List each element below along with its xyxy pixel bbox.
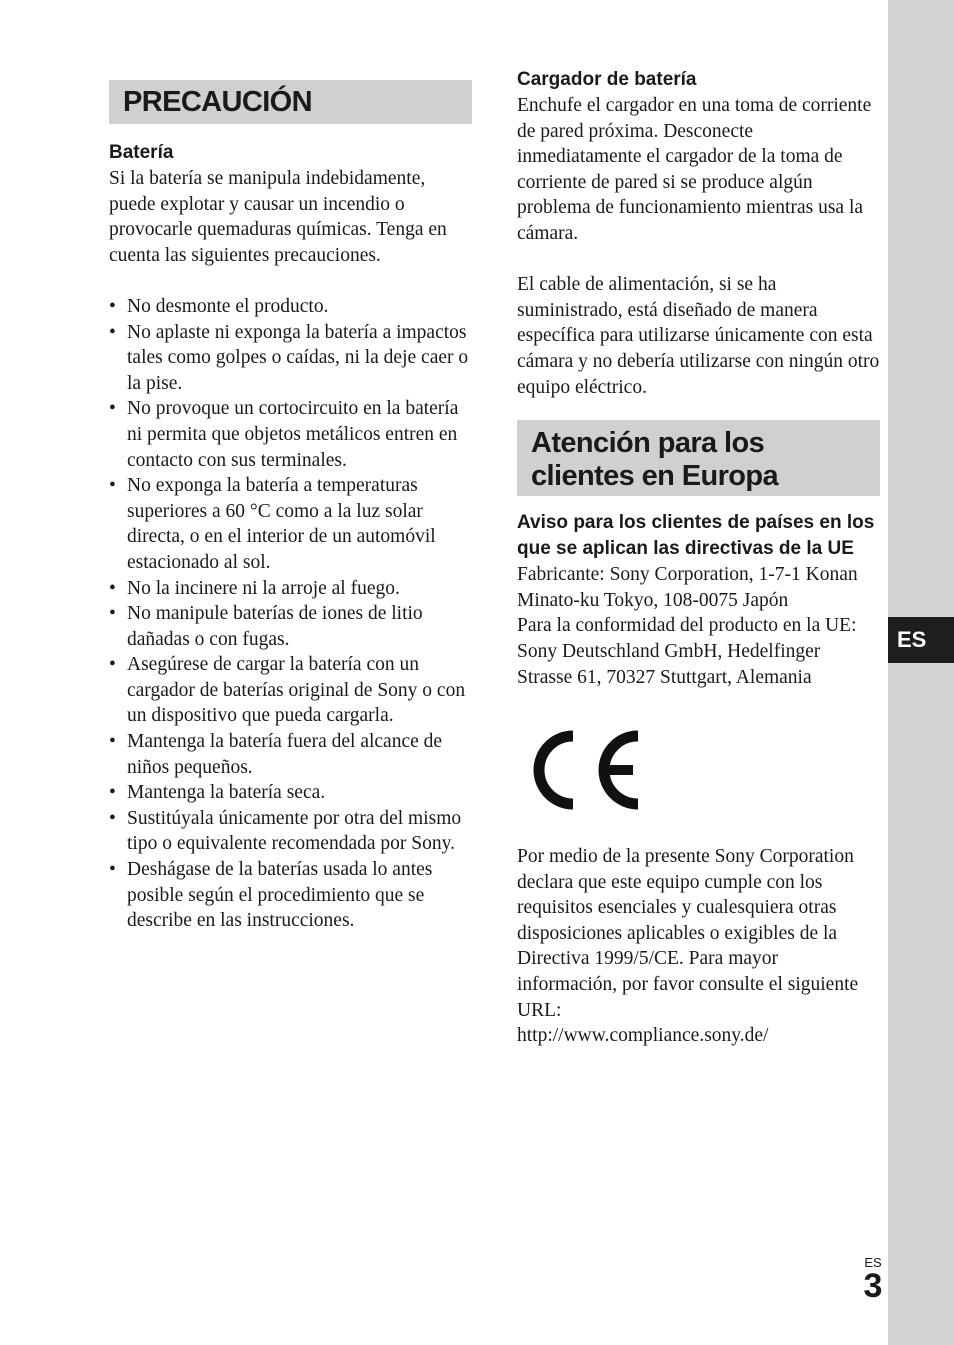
list-item: • No aplaste ni exponga la batería a impactos tales como golpes o caídas, ni la deje caer o la pise. (109, 320, 472, 397)
conformity-line-3: Strasse 61, 70327 Stuttgart, Alemania (517, 666, 812, 688)
right-column (517, 67, 882, 1049)
conformity-line-1: Para la conformidad del producto en la UE: (517, 615, 857, 637)
list-item: • Sustitúyala únicamente por otra del mismo tipo o equivalente recomendada por Sony. (109, 806, 472, 857)
list-item: • No desmonte el producto. (109, 294, 472, 320)
declaration-text: Por medio de la presente Sony Corporation declara que este equipo cumple con los requisitos esenciales y cualesquiera otras disposiciones aplicables o exigibles de la Directiva 1999/5/CE. Para mayor información, por favor consulte el siguiente URL: (517, 846, 859, 1021)
list-item: • No exponga la batería a temperaturas superiores a 60 °C como a la luz solar directa, o en el interior de un automóvil estacionado al sol. (109, 473, 472, 575)
charger-text: Enchufe el cargador en una toma de corriente de pared próxima. Desconecte inmediatamente el cargador de la toma de corriente de pared si se produce algún problema de funcionamiento mientras usa la cámara. (517, 95, 872, 244)
battery-heading: Batería (109, 142, 174, 163)
list-item: • Asegúrese de cargar la batería con un cargador de baterías original de Sony o con un dispositivo que pueda cargarla. (109, 652, 472, 729)
eu-directives-heading: Aviso para los clientes de países en los que se aplican las directivas de la UE (517, 512, 875, 560)
compliance-url: http://www.compliance.sony.de/ (517, 1025, 769, 1047)
page-language-code: ES (864, 1255, 882, 1270)
battery-intro: Si la batería se manipula indebidamente, puede explotar y causar un incendio o provocarle quemaduras químicas. Tenga en cuenta las siguientes precauciones. (109, 168, 447, 266)
ce-mark-icon (527, 726, 643, 814)
europe-heading (517, 420, 880, 496)
manufacturer-line-2: Minato-ku Tokyo, 108-0075 Japón (517, 589, 789, 611)
europe-title: Atención para los clientes en Europa (531, 427, 779, 493)
language-tab: ES (888, 617, 954, 663)
battery-precautions-list (109, 294, 472, 934)
precaution-heading (109, 80, 472, 124)
list-item: • No la incinere ni la arroje al fuego. (109, 576, 472, 602)
manufacturer-line-1: Fabricante: Sony Corporation, 1-7-1 Konan (517, 564, 858, 586)
page-footer (862, 1255, 884, 1305)
cable-text: El cable de alimentación, si se ha suministrado, está diseñado de manera específica para utilizarse únicamente con esta cámara y no debería utilizarse con ningún otro equipo eléctrico. (517, 274, 880, 398)
conformity-line-2: Sony Deutschland GmbH, Hedelfinger (517, 640, 821, 662)
side-strip (888, 0, 954, 1345)
precaution-title: PRECAUCIÓN (123, 86, 312, 118)
list-item: • No manipule baterías de iones de litio dañadas o con fugas. (109, 601, 472, 652)
charger-heading: Cargador de batería (517, 69, 697, 90)
list-item: • Deshágase de la baterías usada lo antes posible según el procedimiento que se describe en las instrucciones. (109, 857, 472, 934)
list-item: • Mantenga la batería seca. (109, 780, 472, 806)
page-number: 3 (863, 1267, 883, 1305)
left-column (109, 80, 472, 934)
list-item: • Mantenga la batería fuera del alcance de niños pequeños. (109, 729, 472, 780)
list-item: • No provoque un cortocircuito en la batería ni permita que objetos metálicos entren en contacto con sus terminales. (109, 396, 472, 473)
